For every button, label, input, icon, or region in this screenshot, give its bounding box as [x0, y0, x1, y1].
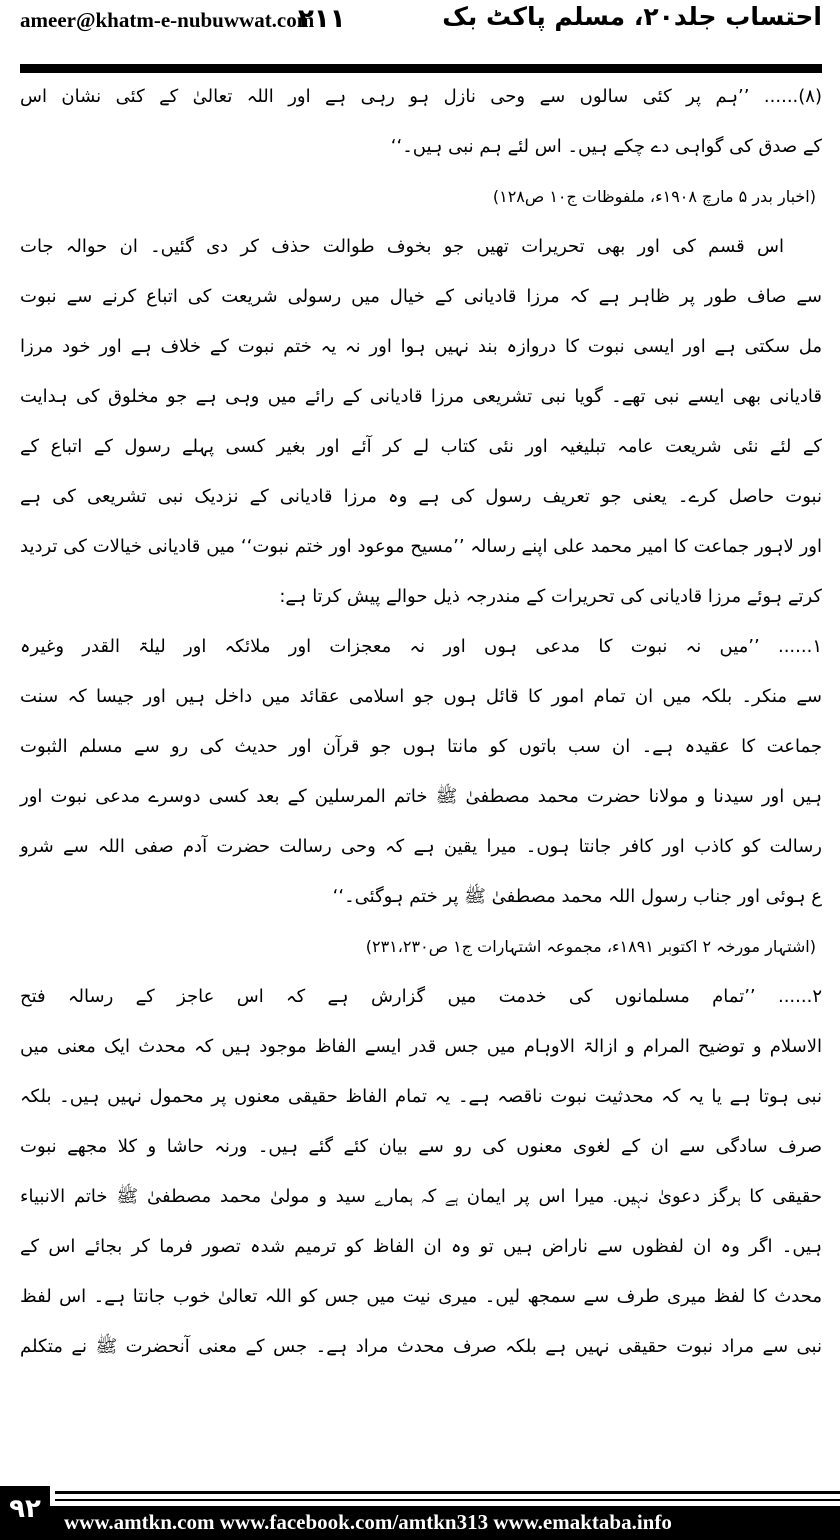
text-line: ۲...... ’’تمام مسلمانوں کی خدمت میں گزارش ہے کہ اس عاجز کے رسالہ فتح	[20, 986, 822, 1007]
text-line: کے صدق کی گواہی دے چکے ہیں۔ اس لئے ہم نبی ہیں۔‘‘	[390, 136, 822, 157]
reference-citation: (اخبار بدر ۵ مارچ ۱۹۰۸ء، ملفوظات ج۱۰ ص۱۲۸)	[492, 187, 816, 206]
text-line: ہیں۔ اگر وہ ان لفظوں سے ناراض ہیں تو وہ ان الفاظ کو ترمیم شدہ تصور فرما کر بجائے اس کے	[20, 1236, 822, 1257]
reference-citation: (اشتہار مورخہ ۲ اکتوبر ۱۸۹۱ء، مجموعہ اشتہارات ج۱ ص۲۳۱،۲۳۰)	[365, 937, 816, 956]
footer-page-number: ۹۲	[0, 1486, 50, 1540]
text-line: محدث کا لفظ میری طرف سے سمجھ لیں۔ میری نیت میں جس کو اللہ تعالیٰ خوب جانتا ہے۔ اس لفظ	[20, 1286, 822, 1307]
text-line: اس قسم کی اور بھی تحریرات تھیں جو بخوف طوالت حذف کر دی گئیں۔ ان حوالہ جات	[20, 236, 784, 257]
header-book-title: احتساب جلد۲۰، مسلم پاکٹ بک	[442, 2, 822, 31]
text-line: کے لئے نئی شریعت عامہ تبلیغیہ اور نئی کتاب لے کر آئے اور بغیر کسی پہلے رسول کے اتباع کے	[20, 436, 822, 457]
text-line: رسالت کو کاذب اور کافر جانتا ہوں۔ میرا یقین ہے کہ وحی رسالت حضرت آدم صفی اللہ سے شرو	[20, 836, 822, 857]
text-line: سے منکر۔ بلکہ میں ان تمام امور کا قائل ہوں جو اسلامی عقائد میں داخل ہیں اور جیسا کہ سنت	[20, 686, 822, 707]
text-line: (۸)...... ’’ہم پر کئی سالوں سے وحی نازل ہو رہی ہے اور اللہ تعالیٰ کے کئی نشان اس	[20, 86, 822, 107]
text-line: مل سکتی ہے اور ایسی نبوت کا دروازہ بند نہیں ہوا اور نہ یہ ختم نبوت کے خلاف ہے اور خود مرزا	[20, 336, 822, 357]
text-line: نبی ہوتا ہے یا یہ کہ محدثیت نبوت ناقصہ ہے۔ یہ تمام الفاظ حقیقی معنوں پر محمول نہیں ہیں۔ بلکہ	[20, 1086, 822, 1107]
footer-links: www.amtkn.com www.facebook.com/amtkn313 www.emaktaba.info	[50, 1506, 840, 1540]
text-line: حقیقی کا ہرگز دعویٰ نہیں۔ میرا اس پر ایمان ہے کہ ہمارے سید و مولیٰ محمد مصطفیٰ ﷺ خاتم الانبیاء	[20, 1186, 822, 1207]
text-line: سے صاف طور پر ظاہر ہے کہ مرزا قادیانی کے خیال میں رسولی شریعت کی اتباع کرنے سے نبوت	[20, 286, 822, 307]
header-page-number: ۲۱۱	[298, 4, 346, 34]
page-body	[20, 72, 822, 1372]
text-line: نبی سے مراد نبوت حقیقی نہیں ہے بلکہ صرف محدث مراد ہے۔ جس کے معنی آنحضرت ﷺ نے متکلم	[20, 1336, 822, 1357]
text-line: نبوت حاصل کرے۔ یعنی جو تعریف رسول کی ہے وہ مرزا قادیانی کے نزدیک نبی تشریعی کی ہے	[20, 486, 822, 507]
footer-rule-bottom	[55, 1499, 840, 1501]
text-line: ۱...... ’’میں نہ نبوت کا مدعی ہوں اور نہ معجزات اور ملائکہ اور لیلۃ القدر وغیرہ	[20, 636, 822, 657]
text-line: کرتے ہوئے مرزا قادیانی کی تحریرات کے مندرجہ ذیل حوالے پیش کرتا ہے:	[279, 586, 822, 607]
text-line: جماعت کا عقیدہ ہے۔ ان سب باتوں کو مانتا ہوں جو قرآن اور حدیث کی رو سے مسلم الثبوت	[20, 736, 822, 757]
text-line: ہیں اور سیدنا و مولانا حضرت محمد مصطفیٰ ﷺ خاتم المرسلین کے بعد کسی دوسرے مدعی نبوت اور	[20, 786, 822, 807]
text-line: صرف سادگی سے ان کے لغوی معنوں کی رو سے بیان کئے گئے ہیں۔ ورنہ حاشا و کلا مجھے نبوت	[20, 1136, 822, 1157]
text-line: اور لاہور جماعت کا امیر محمد علی اپنے رسالہ ’’مسیح موعود اور ختم نبوت‘‘ میں قادیانی خیالات کی تردید	[20, 536, 822, 557]
header-email: ameer@khatm-e-nubuwwat.com	[20, 8, 315, 32]
text-line: الاسلام و توضیح المرام و ازالۃ الاوہام میں جس قدر ایسے الفاظ موجود ہیں کہ محدث ایک معنی میں	[20, 1036, 822, 1057]
footer-rule-top	[55, 1491, 840, 1494]
text-line: ع ہوئی اور جناب رسول اللہ محمد مصطفیٰ ﷺ پر ختم ہوگئی۔‘‘	[332, 886, 822, 907]
text-line: قادیانی بھی ایسے نبی تھے۔ گویا نبی تشریعی مرزا قادیانی کے رائے میں وہی ہے جو مخلوق کی ہدایت	[20, 386, 822, 407]
